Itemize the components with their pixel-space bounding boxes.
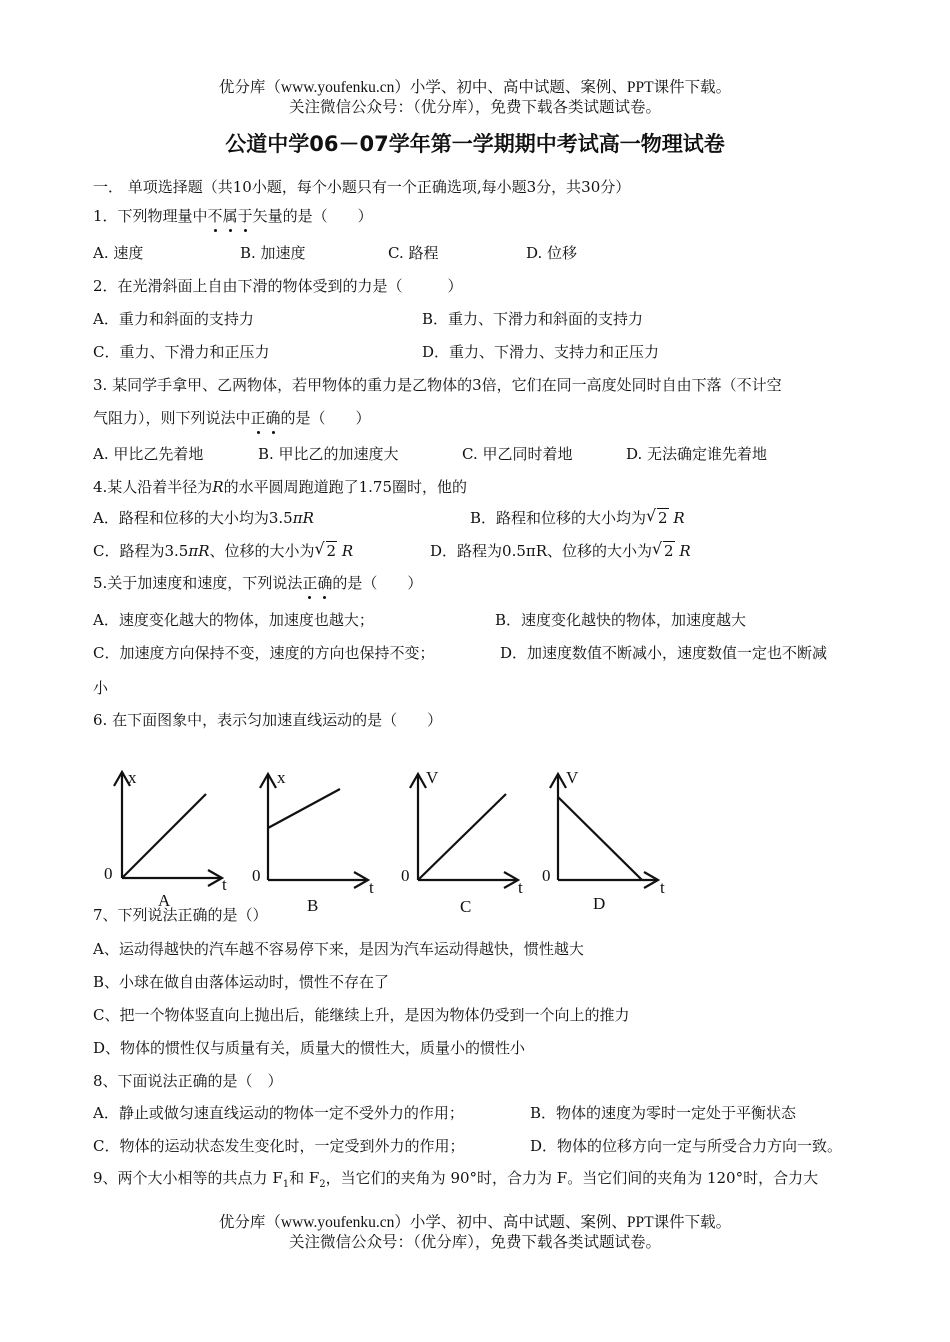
emphasis-text <box>302 574 332 592</box>
question-8-stem: 8、下面说法正确的是（ ） <box>93 1072 283 1090</box>
section-heading: 一． 单项选择题（共10小题，每个小题只有一个正确选项,每小题3分，共30分） <box>93 178 631 196</box>
q7-option-a: A、运动得越快的汽车越不容易停下来，是因为汽车运动得越快，惯性越大 <box>93 940 584 958</box>
q5-option-d-continued: 小 <box>93 679 109 697</box>
q7-option-b: B、小球在做自由落体运动时，惯性不存在了 <box>93 973 390 991</box>
q5-option-b: B．速度变化越快的物体，加速度越大 <box>495 611 747 629</box>
q2-option-c: C．重力、下滑力和正压力 <box>93 343 270 361</box>
q1-option-a: A. 速度 <box>93 244 144 262</box>
graph-d-line <box>558 797 642 880</box>
graph-b-origin: 0 <box>252 866 261 885</box>
page-title: 公道中学06－07学年第一学期期中考试高一物理试卷 <box>225 132 725 156</box>
footer-line-2: 关注微信公众号：（优分库），免费下载各类试题试卷。 <box>288 1234 661 1251</box>
question-9-stem: 9、两个大小相等的共点力 $F_1$和 $F_2$，当它们的夹角为 90°时，合力为 F。当它们间的夹角为 120°时，合力大 <box>93 1169 819 1190</box>
question-1-stem: 1．下列物理量中不属于矢量的是（ ） <box>93 207 373 225</box>
q8-option-d: D．物体的位移方向一定与所受合力方向一致。 <box>530 1137 843 1155</box>
q1-option-d: D. 位移 <box>526 244 578 262</box>
emphasis-text <box>208 207 253 225</box>
emphasis-char: 确 <box>265 409 281 427</box>
question-7-stem: 7、下列说法正确的是（） <box>93 906 268 924</box>
q7-option-d: D、物体的惯性仅与质量有关，质量大的惯性大，质量小的惯性小 <box>93 1039 526 1057</box>
graph-b-x-label: t <box>369 878 374 897</box>
q5-option-a: A．速度变化越大的物体，加速度也越大； <box>93 611 374 629</box>
graph-c-line <box>418 794 506 880</box>
q4-option-c: C．路程为3.5πR、位移的大小为 √ 2 R <box>93 539 354 560</box>
q3-option-a: A. 甲比乙先着地 <box>93 445 204 463</box>
question-3-stem-line-2: 气阻力），则下列说法中正确的是（ ） <box>93 409 371 427</box>
emphasis-char: 不 <box>207 207 223 225</box>
question-4-stem: 4.某人沿着半径为R的水平圆周跑道跑了1.75圈时，他的 <box>93 478 468 496</box>
q3-option-c: C. 甲乙同时着地 <box>462 445 573 463</box>
q8-option-a: A．静止或做匀速直线运动的物体一定不受外力的作用； <box>93 1104 464 1122</box>
q2-option-b: B．重力、下滑力和斜面的支持力 <box>422 310 644 328</box>
sqrt-symbol: √ 2 <box>314 539 337 560</box>
q3-option-b: B. 甲比乙的加速度大 <box>258 445 399 463</box>
graph-a-label: A <box>158 891 171 910</box>
footer-line-1: 优分库（www.youfenku.cn）小学、初中、高中试题、案例、PPT课件下载。 <box>218 1214 732 1231</box>
graph-b-label: B <box>307 896 319 915</box>
graph-d-origin: 0 <box>542 866 551 885</box>
graph-c-origin: 0 <box>401 866 410 885</box>
header-line-2: 关注微信公众号：（优分库），免费下载各类试题试卷。 <box>288 99 661 116</box>
graph-b-y-label: x <box>277 768 286 787</box>
q8-option-b: B．物体的速度为零时一定处于平衡状态 <box>530 1104 797 1122</box>
q2-option-d: D．重力、下滑力、支持力和正压力 <box>422 343 660 361</box>
sqrt-symbol: √ 2 <box>646 506 668 527</box>
graph-c-label: C <box>460 897 472 916</box>
question-5-stem: 5.关于加速度和速度，下列说法正确的是（ ） <box>93 574 423 592</box>
q3-option-d: D. 无法确定谁先着地 <box>626 445 768 463</box>
graph-d-label: D <box>593 894 606 913</box>
graph-a-y-label: x <box>128 768 137 787</box>
emphasis-char: 正 <box>302 574 318 592</box>
q7-option-c: C、把一个物体竖直向上抛出后，能继续上升，是因为物体仍受到一个向上的推力 <box>93 1006 630 1024</box>
question-2-stem: 2．在光滑斜面上自由下滑的物体受到的力是（ ） <box>93 277 463 295</box>
graph-b <box>260 774 368 888</box>
q5-option-c: C．加速度方向保持不变，速度的方向也保持不变； <box>93 644 435 662</box>
q1-option-b: B. 加速度 <box>240 244 306 262</box>
graph-a <box>114 772 222 886</box>
emphasis-char: 于 <box>237 207 253 225</box>
q5-option-d: D．加速度数值不断减小，速度数值一定也不断减 <box>500 644 828 662</box>
question-6-stem: 6. 在下面图象中，表示匀加速直线运动的是（ ） <box>93 711 443 729</box>
question-3-stem-line-1: 3. 某同学手拿甲、乙两物体，若甲物体的重力是乙物体的3倍，它们在同一高度处同时自由下落（不计空 <box>93 376 782 394</box>
graph-a-line <box>122 794 206 878</box>
graph-a-x-label: t <box>222 875 227 894</box>
graph-b-line <box>268 789 340 828</box>
q8-option-c: C．物体的运动状态发生变化时，一定受到外力的作用； <box>93 1137 465 1155</box>
emphasis-char: 正 <box>250 409 266 427</box>
q4-option-d: D．路程为0.5πR、位移的大小为 √ 2 R <box>430 539 691 560</box>
q4-option-a: A．路程和位移的大小均为3.5πR <box>93 509 314 527</box>
q1-option-c: C. 路程 <box>388 244 439 262</box>
emphasis-char: 属 <box>222 207 238 225</box>
graph-d <box>550 774 658 888</box>
sqrt-symbol: √ 2 <box>652 539 674 560</box>
q4-option-b: B．路程和位移的大小均为 √ 2 R <box>470 506 685 527</box>
graph-c-y-label: V <box>426 768 439 787</box>
emphasis-char: 确 <box>317 574 333 592</box>
graph-c <box>410 774 518 888</box>
q2-option-a: A．重力和斜面的支持力 <box>93 310 254 328</box>
emphasis-text <box>251 409 281 427</box>
graph-c-x-label: t <box>518 878 523 897</box>
graph-d-y-label: V <box>566 768 579 787</box>
header-line-1: 优分库（www.youfenku.cn）小学、初中、高中试题、案例、PPT课件下载。 <box>218 79 732 96</box>
graph-a-origin: 0 <box>104 864 113 883</box>
graph-d-x-label: t <box>660 878 665 897</box>
